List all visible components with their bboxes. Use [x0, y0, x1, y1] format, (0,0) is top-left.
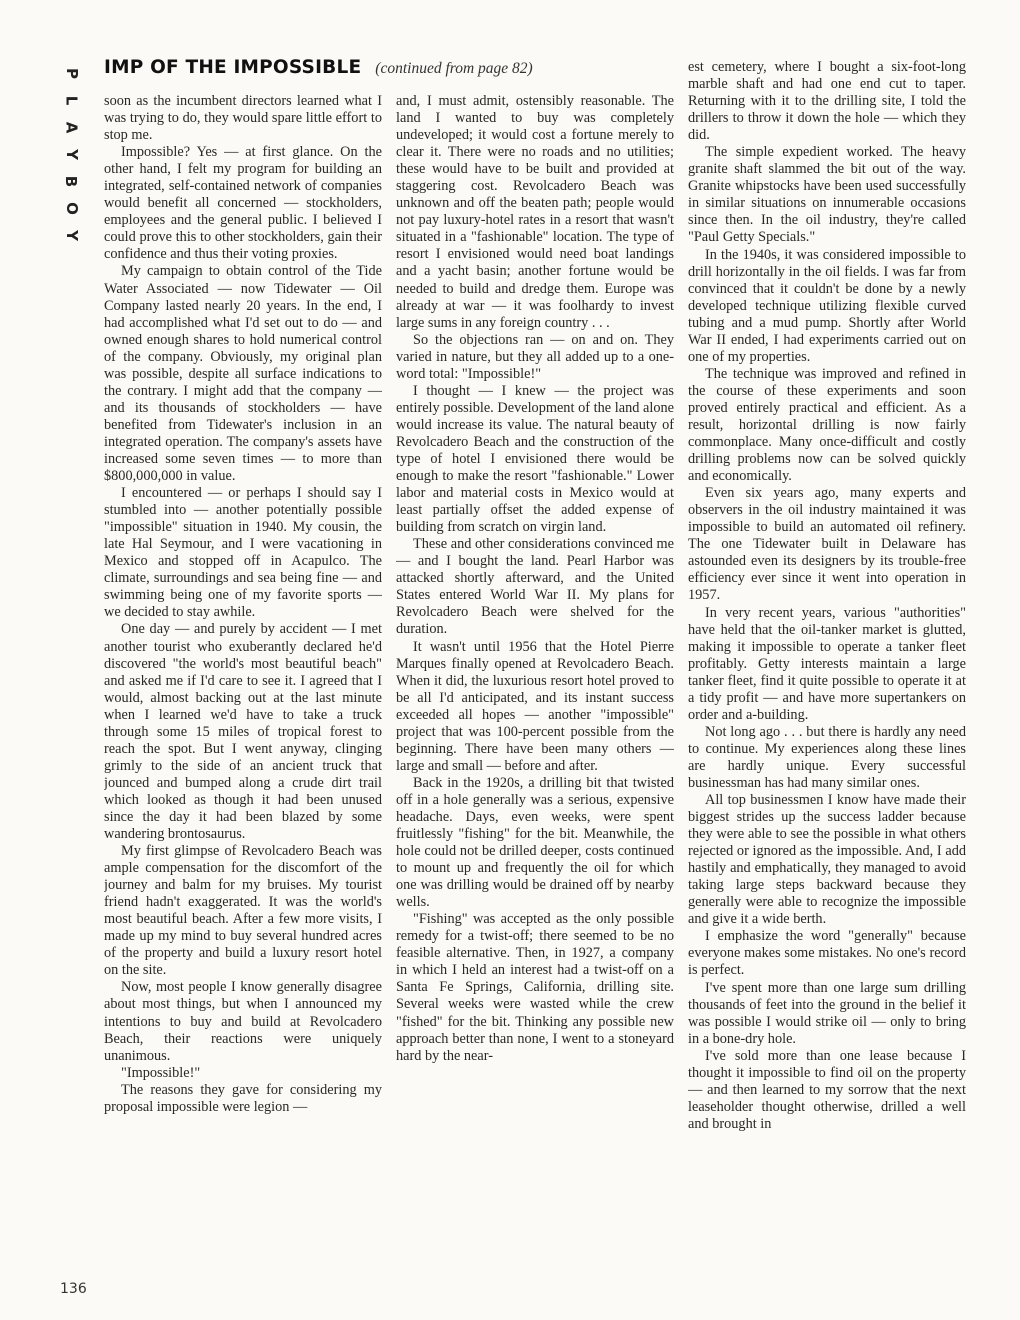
- article-paragraph: The reasons they gave for considering my proposal impossible were legion —: [104, 1081, 382, 1115]
- article-paragraph: I encountered — or perhaps I should say I stumbled into — another potentially possible "impossible" situation in 1940. My cousin, the late Hal Seymour, and I were vacationing in Mexico and stopped off in Acapulco. The climate, surroundings and sea being fine — and swimming being one of my favorite sports — we decided to stay awhile.: [104, 485, 382, 621]
- article-paragraph: soon as the incumbent directors learned what I was trying to do, they would spare little effort to stop me.: [104, 93, 382, 144]
- magazine-name-letter: Y: [62, 230, 81, 241]
- article-paragraph: est cemetery, where I bought a six-foot-long marble shaft and had one end cut to taper. Returning with it to the drilling site, I told the drillers to throw it down the hole — which they did.: [688, 59, 966, 144]
- article-paragraph: I thought — I knew — the project was entirely possible. Development of the land alone would increase its value. The natural beauty of Revolcadero Beach and the construction of the type of hotel I envisioned there would be enough to make the resort "fashionable." Lower labor and material costs in Mexico would at least partially offset the added expense of building from scratch on virgin land.: [396, 382, 674, 536]
- article-paragraph: "Fishing" was accepted as the only possible remedy for a twist-off; there seemed to be no feasible alternative. Then, in 1927, a company in which I held an interest had a twist-off on a Santa Fe Springs, California, drilling site. Several weeks were wasted while the crew "fished" for the bit. Thinking any possible new approach better than none, I went to a stoneyard hard by the near-: [396, 911, 674, 1064]
- article-paragraph: Impossible? Yes — at first glance. On the other hand, I felt my program for building an integrated, self-contained network of companies would benefit all concerned — stockholders, employees and the general public. I believed I could prove this to other stockholders, gain their confidence and thus their voting proxies.: [104, 144, 382, 263]
- article-paragraph: It wasn't until 1956 that the Hotel Pierre Marques finally opened at Revolcadero Beach. When it did, the luxurious resort hotel proved to be all I'd anticipated, and its instant success exceeded all hopes — another "impossible" project that was 100-percent possible from the beginning. There have been many others — large and small — before and after.: [396, 638, 674, 774]
- article-paragraph: Not long ago . . . but there is hardly any need to continue. My experiences along these lines are hardly unique. Every successful businessman has had many similar ones.: [688, 723, 966, 791]
- article-paragraph: All top businessmen I know have made their biggest strides up the success ladder because they were able to see the possible in what others rejected or ignored as the impossible. And, I add hastily and emphatically, they managed to avoid taking large steps backward because they generally were able to recognize the impossible and give it a wide berth.: [688, 792, 966, 928]
- text-column-3: [688, 59, 966, 1304]
- page-number: 136: [60, 1281, 87, 1297]
- article-paragraph: One day — and purely by accident — I met another tourist who exuberantly declared he'd discovered "the world's most beautiful beach" and asked me if I'd care to see it. I agreed that I would, almost backing out at the last minute when I learned we'd have to take a truck through some 15 miles of tropical forest to reach the spot. But I went anyway, clinging grimly to the side of an ancient truck that jounced and bumped along a crude dirt trail which looked as though it had been unused since the day it had been blazed by some wandering brontosaurus.: [104, 621, 382, 843]
- magazine-name-letter: Y: [62, 149, 81, 160]
- article-paragraph: The technique was improved and refined in the course of these experiments and soon proved entirely practical and efficient. As a result, horizontal drilling is now fairly commonplace. Many once-difficult and costly drilling problems now can be solved quickly and economically.: [688, 365, 966, 485]
- article-paragraph: Back in the 1920s, a drilling bit that twisted off in a hole generally was a serious, expensive headache. Days, even weeks, were spent fruitlessly "fishing" for the bit. Meanwhile, the hole could not be drilled deeper, costs continued to mount up and frequently the oil for which one was drilling would be drained off by nearby wells.: [396, 774, 674, 911]
- article-paragraph: In the 1940s, it was considered impossible to drill horizontally in the oil fields. I was far from convinced that it couldn't be done by a newly developed technique utilizing flexible curved tubing and a mud pump. Shortly after World War II ended, I had experiments carried out on one of my properties.: [688, 246, 966, 365]
- article-paragraph: "Impossible!": [121, 1064, 201, 1081]
- article-paragraph: Even six years ago, many experts and observers in the oil industry maintained it was impossible to build an automated oil refinery. The one Tidewater built in Delaware has astounded even its designers by its trouble-free efficiency ever since it went into operation in 1957.: [688, 485, 966, 604]
- magazine-name-letter: B: [62, 175, 81, 188]
- article-paragraph: and, I must admit, ostensibly reasonable. The land I wanted to buy was completely undeveloped; it would cost a fortune merely to clear it. There were no roads and no utilities; these would have to be built and provided at staggering cost. Revolcadero Beach was unknown and off the beaten path; people would not pay luxury-hotel rates in a resort that wasn't situated in a "fashionable" location. The type of resort I envisioned would need boat landings and a yacht basin; another fortune would be needed to build and dredge them. Europe was already at war — it was foolhardy to invest large sums in any foreign country . . .: [396, 93, 674, 331]
- article-paragraph: My first glimpse of Revolcadero Beach was ample compensation for the discomfort of the journey and balm for my bruises. My tourist friend hadn't exaggerated. It was the world's most beautiful beach. After a few more visits, I made up my mind to buy several hundred acres of the property and build a luxury resort hotel on the site.: [104, 843, 382, 979]
- article-paragraph: I've spent more than one large sum drilling thousands of feet into the ground in the belief it was possible I would strike oil — only to bring in a bone-dry hole.: [688, 979, 966, 1047]
- article-header: [104, 57, 533, 83]
- magazine-name-letter: L: [62, 95, 81, 106]
- text-column-1: [104, 93, 382, 1298]
- article-paragraph: I've sold more than one lease because I thought it impossible to find oil on the property — and then learned to my sorrow that the next leaseholder thought otherwise, drilled a well and brought in: [688, 1047, 966, 1132]
- article-paragraph: In very recent years, various "authorities" have held that the oil-tanker market is glutted, making it impossible to operate a tanker fleet profitably. Getty interests maintain a large tanker fleet, find it quite possible to operate it at a tidy profit — and have more supertankers on order and a-building.: [688, 604, 966, 723]
- article-paragraph: My campaign to obtain control of the Tide Water Associated — now Tidewater — Oil Company lasted nearly 20 years. In the end, I had accomplished what I'd set out to do — and owned enough shares to hold numerical control of the company. Obviously, my original plan was possible, despite all surface indications to the contrary. I might add that the company — and its thousands of stockholders — have benefited from Tidewater's inclusion in an integrated operation. The company's assets have increased some seven times — to more than $800,000,000 in value.: [104, 263, 382, 485]
- article-paragraph: I emphasize the word "generally" because everyone makes some mistakes. No one's record is perfect.: [688, 928, 966, 979]
- text-column-2: [396, 93, 674, 1298]
- continued-from-note: (continued from page 82): [375, 60, 533, 77]
- magazine-name-letter: P: [62, 68, 81, 79]
- article-paragraph: These and other considerations convinced me — and I bought the land. Pearl Harbor was attacked shortly afterward, and the United States entered World War II. My plans for Revolcadero Beach were shelved for the duration.: [396, 536, 674, 638]
- article-paragraph: Now, most people I know generally disagree about most things, but when I announced my intentions to buy and build at Revolcadero Beach, their reactions were uniquely unanimous.: [104, 979, 382, 1064]
- article-paragraph: The simple expedient worked. The heavy granite shaft slammed the bit out of the way. Granite whipstocks have been used successfully in similar situations on innumerable occasions since then. In the oil industry, they're called "Paul Getty Specials.": [688, 144, 966, 246]
- magazine-name-letter: O: [62, 202, 81, 215]
- article-headline: IMP OF THE IMPOSSIBLE: [104, 57, 362, 78]
- magazine-name: [56, 60, 86, 249]
- article-paragraph: So the objections ran — on and on. They varied in nature, but they all added up to a one-word total: "Impossible!": [396, 331, 674, 382]
- magazine-name-letter: A: [62, 121, 81, 134]
